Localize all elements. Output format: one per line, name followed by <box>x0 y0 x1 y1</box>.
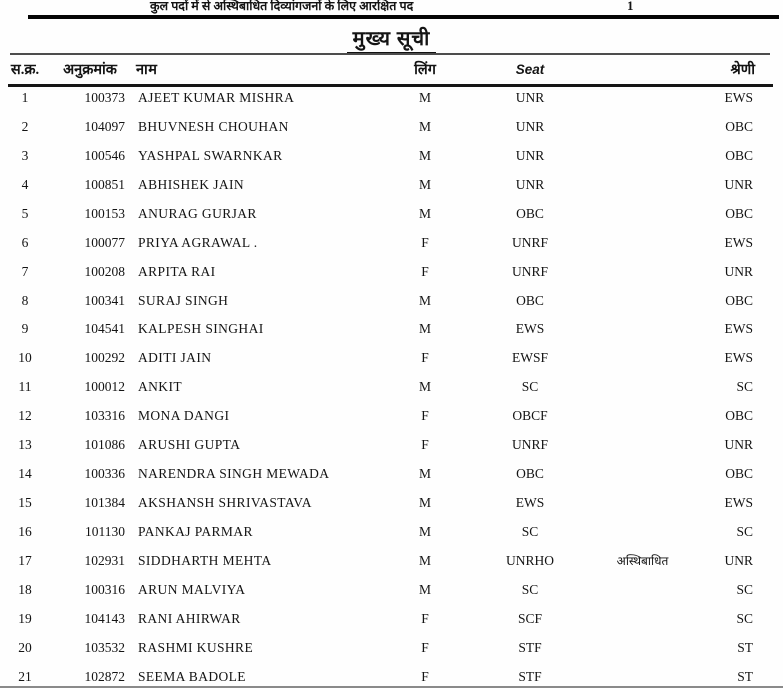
category-cell: ST <box>685 669 783 685</box>
category-cell: ST <box>685 640 783 656</box>
gender-cell: M <box>390 119 460 135</box>
gender-cell: F <box>390 264 460 280</box>
roll-cell: 100373 <box>50 90 130 106</box>
seat-cell: SC <box>460 379 600 395</box>
name-cell: SURAJ SINGH <box>130 293 390 309</box>
page-number: 1 <box>627 0 634 14</box>
roll-cell: 100012 <box>50 379 130 395</box>
name-cell: ABHISHEK JAIN <box>130 177 390 193</box>
gender-cell: M <box>390 90 460 106</box>
serial-cell: 4 <box>0 177 50 193</box>
top-rule <box>28 15 779 19</box>
header-roll: अनुक्रमांक <box>50 59 130 79</box>
seat-cell: UNR <box>460 177 600 193</box>
category-cell: EWS <box>685 90 783 106</box>
roll-cell: 101086 <box>50 437 130 453</box>
roll-cell: 102931 <box>50 553 130 569</box>
table-row <box>0 315 783 344</box>
table-row <box>0 286 783 315</box>
table-row <box>0 489 783 518</box>
table-body <box>0 84 783 691</box>
header-gender: लिंग <box>390 59 460 79</box>
roll-cell: 104541 <box>50 321 130 337</box>
name-cell: PRIYA AGRAWAL . <box>130 235 390 251</box>
gender-cell: F <box>390 235 460 251</box>
name-cell: YASHPAL SWARNKAR <box>130 148 390 164</box>
gender-cell: M <box>390 293 460 309</box>
table-row <box>0 257 783 286</box>
seat-cell: SCF <box>460 611 600 627</box>
gender-cell: F <box>390 640 460 656</box>
seat-cell: UNR <box>460 90 600 106</box>
serial-cell: 8 <box>0 293 50 309</box>
name-cell: BHUVNESH CHOUHAN <box>130 119 390 135</box>
roll-cell: 100153 <box>50 206 130 222</box>
category-cell: OBC <box>685 119 783 135</box>
roll-cell: 100208 <box>50 264 130 280</box>
category-cell: OBC <box>685 466 783 482</box>
serial-cell: 18 <box>0 582 50 598</box>
table-header <box>0 55 783 83</box>
serial-cell: 13 <box>0 437 50 453</box>
name-cell: RANI AHIRWAR <box>130 611 390 627</box>
table-row <box>0 112 783 141</box>
roll-cell: 102872 <box>50 669 130 685</box>
table-row <box>0 518 783 547</box>
roll-cell: 100546 <box>50 148 130 164</box>
gender-cell: M <box>390 582 460 598</box>
header-serial: स.क्र. <box>0 59 50 79</box>
roll-cell: 104097 <box>50 119 130 135</box>
gender-cell: M <box>390 466 460 482</box>
seat-cell: OBC <box>460 293 600 309</box>
serial-cell: 10 <box>0 350 50 366</box>
seat-cell: EWS <box>460 321 600 337</box>
category-cell: SC <box>685 524 783 540</box>
name-cell: SIDDHARTH MEHTA <box>130 553 390 569</box>
gender-cell: M <box>390 379 460 395</box>
serial-cell: 14 <box>0 466 50 482</box>
roll-cell: 100336 <box>50 466 130 482</box>
table-row <box>0 575 783 604</box>
category-cell: OBC <box>685 408 783 424</box>
table-row <box>0 344 783 373</box>
category-cell: SC <box>685 582 783 598</box>
seat-cell: OBC <box>460 466 600 482</box>
category-cell: UNR <box>685 437 783 453</box>
category-cell: SC <box>685 379 783 395</box>
serial-cell: 15 <box>0 495 50 511</box>
gender-cell: F <box>390 669 460 685</box>
category-cell: UNR <box>685 177 783 193</box>
roll-cell: 100851 <box>50 177 130 193</box>
seat-cell: STF <box>460 669 600 685</box>
name-cell: AJEET KUMAR MISHRA <box>130 90 390 106</box>
serial-cell: 12 <box>0 408 50 424</box>
name-cell: MONA DANGI <box>130 408 390 424</box>
table-row <box>0 141 783 170</box>
table-row <box>0 633 783 662</box>
seat-cell: SC <box>460 524 600 540</box>
name-cell: NARENDRA SINGH MEWADA <box>130 466 390 482</box>
seat-cell: EWSF <box>460 350 600 366</box>
serial-cell: 19 <box>0 611 50 627</box>
gender-cell: M <box>390 321 460 337</box>
table-row <box>0 84 783 113</box>
seat-cell: STF <box>460 640 600 656</box>
gender-cell: M <box>390 148 460 164</box>
roll-cell: 104143 <box>50 611 130 627</box>
page-title: मुख्य सूची <box>347 24 437 54</box>
header-seat: Seat <box>460 62 600 77</box>
note-cell: अस्थिबाधित <box>600 552 685 569</box>
table-row <box>0 604 783 633</box>
seat-cell: OBCF <box>460 408 600 424</box>
category-cell: OBC <box>685 206 783 222</box>
category-cell: UNR <box>685 553 783 569</box>
serial-cell: 5 <box>0 206 50 222</box>
name-cell: ARUSHI GUPTA <box>130 437 390 453</box>
seat-cell: UNRF <box>460 264 600 280</box>
name-cell: ANKIT <box>130 379 390 395</box>
name-cell: AKSHANSH SHRIVASTAVA <box>130 495 390 511</box>
category-cell: EWS <box>685 495 783 511</box>
header-name: नाम <box>130 59 390 79</box>
roll-cell: 100341 <box>50 293 130 309</box>
serial-cell: 3 <box>0 148 50 164</box>
table-row <box>0 460 783 489</box>
gender-cell: M <box>390 177 460 193</box>
serial-cell: 9 <box>0 321 50 337</box>
seat-cell: UNR <box>460 148 600 164</box>
seat-cell: UNRF <box>460 437 600 453</box>
serial-cell: 7 <box>0 264 50 280</box>
gender-cell: M <box>390 206 460 222</box>
roll-cell: 103532 <box>50 640 130 656</box>
table-row <box>0 228 783 257</box>
category-cell: UNR <box>685 264 783 280</box>
top-note-text: कुल पदों में से अस्थिबाधित दिव्यांगजनों के लिए आरक्षित पद <box>150 0 413 14</box>
serial-cell: 20 <box>0 640 50 656</box>
seat-cell: UNRF <box>460 235 600 251</box>
category-cell: OBC <box>685 293 783 309</box>
name-cell: ADITI JAIN <box>130 350 390 366</box>
serial-cell: 11 <box>0 379 50 395</box>
roll-cell: 100077 <box>50 235 130 251</box>
gender-cell: F <box>390 437 460 453</box>
seat-cell: UNR <box>460 119 600 135</box>
name-cell: RASHMI KUSHRE <box>130 640 390 656</box>
name-cell: SEEMA BADOLE <box>130 669 390 685</box>
roll-cell: 103316 <box>50 408 130 424</box>
table-row <box>0 547 783 576</box>
roll-cell: 101384 <box>50 495 130 511</box>
title-wrap <box>0 24 783 54</box>
roll-cell: 100292 <box>50 350 130 366</box>
serial-cell: 16 <box>0 524 50 540</box>
seat-cell: UNRHO <box>460 553 600 569</box>
category-cell: EWS <box>685 350 783 366</box>
top-header <box>0 0 783 15</box>
gender-cell: M <box>390 495 460 511</box>
gender-cell: F <box>390 350 460 366</box>
header-category: श्रेणी <box>685 59 783 79</box>
name-cell: ARUN MALVIYA <box>130 582 390 598</box>
table-row <box>0 170 783 199</box>
name-cell: ANURAG GURJAR <box>130 206 390 222</box>
table-row <box>0 199 783 228</box>
category-cell: OBC <box>685 148 783 164</box>
gender-cell: F <box>390 408 460 424</box>
name-cell: ARPITA RAI <box>130 264 390 280</box>
serial-cell: 6 <box>0 235 50 251</box>
table-row <box>0 431 783 460</box>
gender-cell: F <box>390 611 460 627</box>
gender-cell: M <box>390 553 460 569</box>
serial-cell: 2 <box>0 119 50 135</box>
serial-cell: 1 <box>0 90 50 106</box>
seat-cell: OBC <box>460 206 600 222</box>
serial-cell: 21 <box>0 669 50 685</box>
category-cell: SC <box>685 611 783 627</box>
seat-cell: EWS <box>460 495 600 511</box>
table-row <box>0 373 783 402</box>
seat-cell: SC <box>460 582 600 598</box>
roll-cell: 100316 <box>50 582 130 598</box>
table-row <box>0 402 783 431</box>
roll-cell: 101130 <box>50 524 130 540</box>
serial-cell: 17 <box>0 553 50 569</box>
category-cell: EWS <box>685 235 783 251</box>
name-cell: KALPESH SINGHAI <box>130 321 390 337</box>
category-cell: EWS <box>685 321 783 337</box>
gender-cell: M <box>390 524 460 540</box>
name-cell: PANKAJ PARMAR <box>130 524 390 540</box>
